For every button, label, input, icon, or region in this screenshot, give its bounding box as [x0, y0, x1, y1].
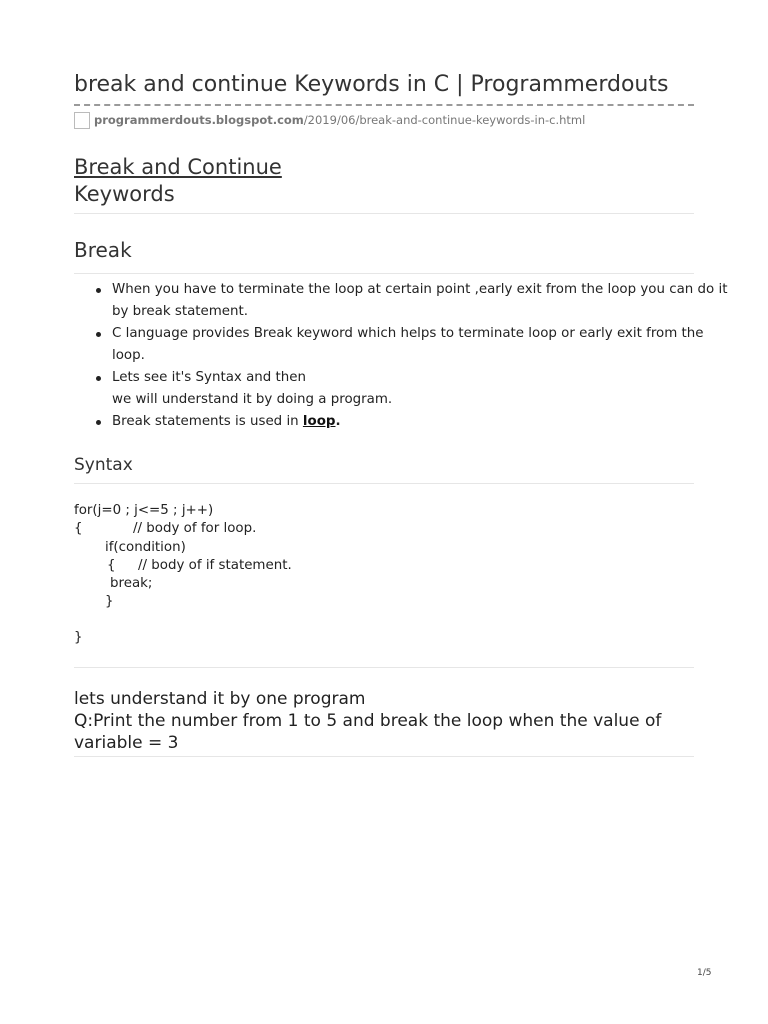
divider — [74, 483, 694, 484]
divider — [74, 213, 694, 214]
divider — [74, 756, 694, 757]
code-line: for(j=0 ; j<=5 ; j++) — [74, 503, 214, 518]
page-title: break and continue Keywords in C | Programmerdouts — [74, 72, 669, 97]
article-heading-link[interactable]: Break and Continue — [74, 155, 282, 179]
list-item: C language provides Break keyword which helps to terminate loop or early exit from the loop. — [112, 323, 738, 367]
list-item-punct: . — [335, 414, 341, 429]
code-line: { — [74, 521, 83, 536]
code-line: // body of if statement. — [138, 558, 292, 573]
divider — [74, 273, 694, 274]
code-line: { — [107, 558, 116, 573]
source-url[interactable] — [74, 111, 585, 129]
list-item — [112, 411, 738, 433]
break-heading: Break — [74, 238, 132, 262]
code-line: break; — [110, 576, 153, 591]
divider — [74, 667, 694, 668]
url-domain: programmerdouts.blogspot.com — [94, 113, 304, 127]
code-line: if(condition) — [105, 540, 186, 555]
syntax-heading: Syntax — [74, 455, 133, 475]
page-number: 1/5 — [697, 968, 712, 978]
code-line: } — [74, 630, 83, 645]
program-intro — [74, 688, 694, 754]
title-divider — [74, 104, 694, 106]
list-item-text: Break statements is used in — [112, 414, 303, 429]
list-item-text: we will understand it by doing a program. — [112, 392, 393, 407]
list-item-text: Lets see it's Syntax and then — [112, 370, 307, 385]
loop-link[interactable]: loop — [302, 414, 336, 429]
code-line: // body of for loop. — [133, 521, 257, 536]
article-heading-line2: Keywords — [74, 182, 175, 206]
url-path: /2019/06/break-and-continue-keywords-in-c.html — [303, 113, 586, 127]
program-line: lets understand it by one program — [74, 689, 366, 709]
list-item: When you have to terminate the loop at certain point ,early exit from the loop you can do it by break statement. — [112, 279, 738, 323]
program-question: Q:Print the number from 1 to 5 and break the loop when the value of variable = 3 — [74, 711, 662, 753]
article-heading — [74, 154, 282, 208]
code-line: } — [105, 594, 114, 609]
list-item — [112, 367, 738, 411]
favicon-icon — [74, 112, 90, 129]
break-bullet-list — [74, 279, 738, 433]
